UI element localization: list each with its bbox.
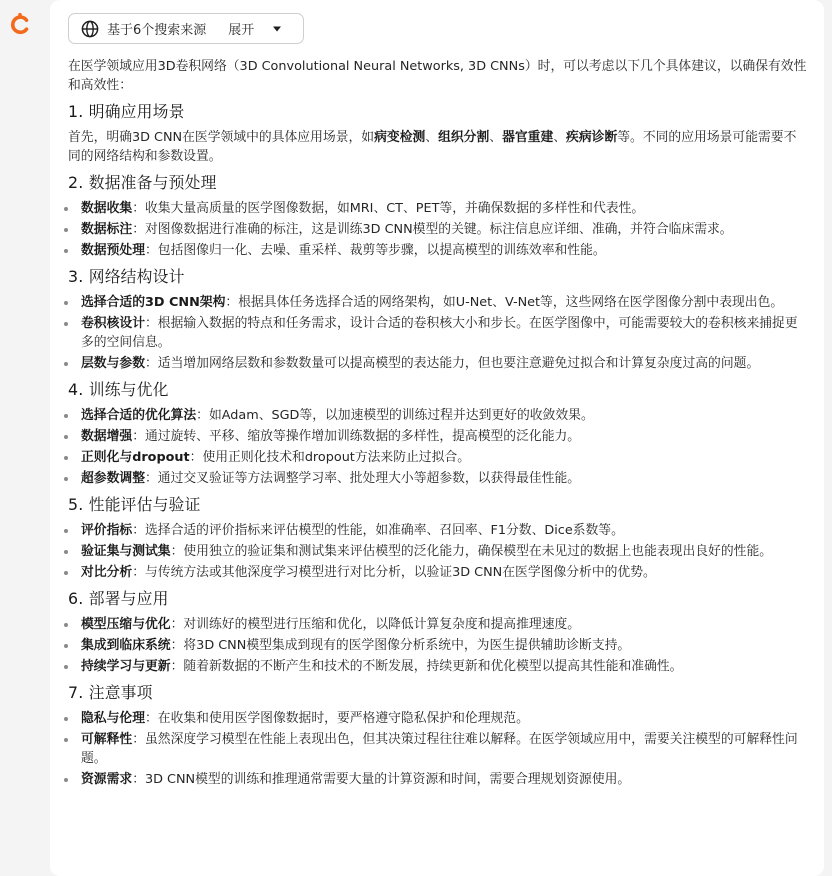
answer-content [68,57,808,791]
list-item-text: ：收集大量高质量的医学图像数据，如MRI、CT、PET等，并确保数据的多样性和代表性。 [132,201,645,216]
list-item [68,709,808,728]
section-2-list [68,199,808,260]
list-item-term: 评价指标 [81,523,133,538]
section-1-heading: 1. 明确应用场景 [68,102,185,121]
sources-toggle-button[interactable] [68,13,304,44]
section-3-heading: 3. 网络结构设计 [68,267,185,286]
section-2-heading: 2. 数据准备与预处理 [68,173,217,192]
intro-paragraph: 在医学领域应用3D卷积网络（3D Convolutional Neural Networks, 3D CNNs）时，可以考虑以下几个具体建议，以确保有效性和高效性： [68,59,807,93]
list-item-text: ：根据输入数据的特点和任务需求，设计合适的卷积核大小和步长。在医学图像中，可能需要较大的卷积核来捕捉更多的空间信息。 [81,316,798,350]
list-item [68,241,808,260]
list-item [68,406,808,425]
list-item [68,199,808,218]
list-item-text: ：使用正则化技术和dropout方法来防止过拟合。 [189,450,470,465]
list-item-text: ：如Adam、SGD等，以加速模型的训练过程并达到更好的收敛效果。 [196,408,594,423]
section-6-list [68,615,808,676]
list-item [68,448,808,467]
s1-term-2: 组织分割 [438,130,490,145]
list-item [68,469,808,488]
s1-text-a: 首先，明确3D CNN在医学领域中的具体应用场景，如 [68,130,375,145]
section-1-paragraph [68,128,808,166]
section-4-list [68,406,808,488]
globe-icon [81,20,99,38]
list-item-text: ：对训练好的模型进行压缩和优化，以降低计算复杂度和提高推理速度。 [170,617,581,632]
list-item [68,314,808,352]
section-3-list [68,293,808,373]
section-7-list [68,709,808,789]
list-item-term: 对比分析 [81,565,133,580]
list-item-text: ：包括图像归一化、去噪、重采样、裁剪等步骤，以提高模型的训练效率和性能。 [144,243,606,258]
list-item [68,521,808,540]
list-item [68,615,808,634]
list-item [68,427,808,446]
list-item-text: ：通过交叉验证等方法调整学习率、批处理大小等超参数，以获得最佳性能。 [144,471,581,486]
list-item-term: 数据增强 [81,429,133,444]
list-item-term: 模型压缩与优化 [81,617,171,632]
s1-term-1: 病变检测 [374,130,426,145]
list-item-text: ：对图像数据进行准确的标注，这是训练3D CNN模型的关键。标注信息应详细、准确，并符合临床需求。 [132,222,733,237]
assistant-avatar [4,8,36,40]
s1-term-4: 疾病诊断 [566,130,618,145]
list-item-term: 选择合适的优化算法 [81,408,197,423]
s1-term-3: 器官重建 [502,130,554,145]
list-item-term: 数据预处理 [81,243,145,258]
list-item-text: ：适当增加网络层数和参数数量可以提高模型的表达能力，但也要注意避免过拟合和计算复杂度过高的问题。 [144,356,760,371]
list-item-term: 资源需求 [81,772,133,787]
list-item-term: 数据标注 [81,222,133,237]
list-item [68,770,808,789]
list-item-term: 可解释性 [81,732,133,747]
list-item [68,730,808,768]
list-item [68,220,808,239]
list-item-text: ：随着新数据的不断产生和技术的不断发展，持续更新和优化模型以提高其性能和准确性。 [170,659,683,674]
list-item-text: ：与传统方法或其他深度学习模型进行对比分析，以验证3D CNN在医学图像分析中的优势。 [132,565,656,580]
section-6-heading: 6. 部署与应用 [68,589,169,608]
list-item-text: ：将3D CNN模型集成到现有的医学图像分析系统中，为医生提供辅助诊断支持。 [170,638,631,653]
section-5-heading: 5. 性能评估与验证 [68,495,201,514]
list-item [68,354,808,373]
list-item [68,657,808,676]
sources-expand-label: 展开 [228,23,255,38]
list-item [68,563,808,582]
section-4-heading: 4. 训练与优化 [68,380,169,399]
list-item-text: ：通过旋转、平移、缩放等操作增加训练数据的多样性，提高模型的泛化能力。 [132,429,581,444]
assistant-message-card [50,0,824,876]
list-item-text: ：根据具体任务选择合适的网络架构，如U-Net、V-Net等，这些网络在医学图像分割中表现出色。 [225,295,784,310]
list-item-term: 卷积核设计 [81,316,145,331]
list-item-term: 集成到临床系统 [81,638,171,653]
list-item-term: 超参数调整 [81,471,145,486]
list-item-term: 持续学习与更新 [81,659,171,674]
s1-sep-2: 、 [489,130,503,145]
section-7-heading: 7. 注意事项 [68,683,153,702]
list-item-text: ：选择合适的评价指标来评估模型的性能，如准确率、召回率、F1分数、Dice系数等。 [132,523,624,538]
list-item-term: 验证集与测试集 [81,544,171,559]
list-item [68,636,808,655]
list-item-text: ：使用独立的验证集和测试集来评估模型的泛化能力，确保模型在未见过的数据上也能表现出良好的性能。 [170,544,773,559]
brand-c-logo-icon [9,12,31,36]
list-item-term: 隐私与伦理 [81,711,145,726]
list-item-term: 层数与参数 [81,356,145,371]
s1-sep-1: 、 [425,130,439,145]
sources-label: 基于6个搜索来源 [107,23,207,38]
s1-text-b: 等。不同的应用场景可能需要不同的网络结构和参数设置。 [68,130,797,164]
section-5-list [68,521,808,582]
list-item [68,293,808,312]
list-item [68,542,808,561]
list-item-text: ：在收集和使用医学图像数据时，要严格遵守隐私保护和伦理规范。 [144,711,529,726]
caret-down-icon [272,25,282,33]
s1-sep-3: 、 [553,130,567,145]
list-item-term: 选择合适的3D CNN架构 [81,295,226,310]
list-item-text: ：3D CNN模型的训练和推理通常需要大量的计算资源和时间，需要合理规划资源使用。 [132,772,631,787]
list-item-text: ：虽然深度学习模型在性能上表现出色，但其决策过程往往难以解释。在医学领域应用中，需要关注模型的可解释性问题。 [81,732,798,766]
list-item-term: 正则化与dropout [81,450,190,465]
list-item-term: 数据收集 [81,201,133,216]
